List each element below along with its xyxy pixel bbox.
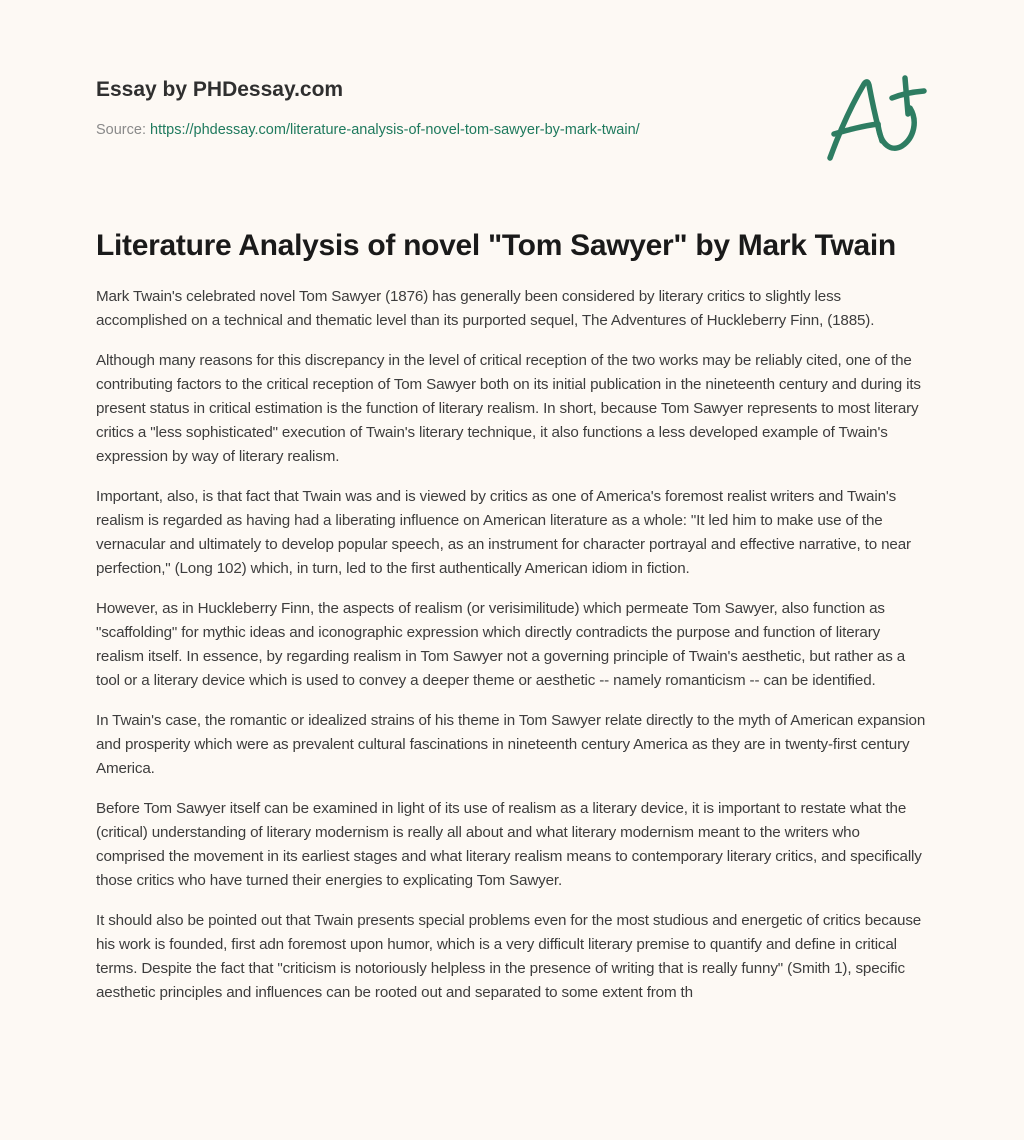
paragraph: Important, also, is that fact that Twain was and is viewed by critics as one of America's foremost realist writers and Twain's realism is regarded as having had a liberating influence on American literature as a whole: "It led him to make use of the vernacular and ultimately to develop popular speech, as an instrument for character portrayal and effective narrative, to near perfection," (Long 102) which, in turn, led to the first authentically American idiom in fiction. [96, 488, 911, 577]
source-link[interactable]: https://phdessay.com/literature-analysis-of-novel-tom-sawyer-by-mark-twain/ [150, 122, 640, 138]
paragraph: However, as in Huckleberry Finn, the aspects of realism (or verisimilitude) which permeate Tom Sawyer, also function as "scaffolding" for mythic ideas and iconographic expression which directly contradicts the purpose and function of literary realism itself. In essence, by regarding realism in Tom Sawyer not a governing principle of Twain's aesthetic, but rather as a tool or a literary device which is used to convey a deeper theme or aesthetic -- namely romanticism -- can be identified. [96, 600, 906, 689]
a-plus-grade-icon [820, 66, 940, 166]
paragraph: In Twain's case, the romantic or idealized strains of his theme in Tom Sawyer relate directly to the myth of American expansion and prosperity which were as prevalent cultural fascinations in nineteenth century America as they are in twenty-first century America. [96, 712, 926, 777]
paragraph: Mark Twain's celebrated novel Tom Sawyer (1876) has generally been considered by literary critics to slightly less accomplished on a technical and thematic level than its purported sequel, The Adventures of Huckleberry Finn, (1885). [96, 288, 875, 329]
article-title: Literature Analysis of novel "Tom Sawyer" by Mark Twain [96, 229, 896, 262]
source-label: Source: [96, 122, 146, 138]
page-header [96, 76, 816, 140]
paragraph: Before Tom Sawyer itself can be examined in light of its use of realism as a literary device, it is important to restate what the (critical) understanding of literary modernism is really all about and what literary modernism meant to the writers who comprised the movement in its earliest stages and what literary realism means to contemporary literary critics, and specifically those critics who have turned their energies to explicating Tom Sawyer. [96, 800, 922, 889]
site-title: Essay by PHDessay.com [96, 78, 344, 101]
source-line [96, 120, 816, 140]
paragraph: It should also be pointed out that Twain presents special problems even for the most studious and energetic of critics because his work is founded, first adn foremost upon humor, which is a very difficult literary premise to quantify and define in critical terms. Despite the fact that "criticism is notoriously helpless in the presence of writing that is really funny" (Smith 1), specific aesthetic principles and influences can be rooted out and separated to some extent from th [96, 912, 922, 1001]
article-body [96, 285, 932, 1021]
paragraph: Although many reasons for this discrepancy in the level of critical reception of the two works may be reliably cited, one of the contributing factors to the critical reception of Tom Sawyer both on its initial publication in the nineteenth century and during its present status in critical estimation is the function of literary realism. In short, because Tom Sawyer represents to most literary critics a "less sophisticated" execution of Twain's literary technique, it also functions a less developed example of Twain's expression by way of literary realism. [96, 352, 921, 465]
